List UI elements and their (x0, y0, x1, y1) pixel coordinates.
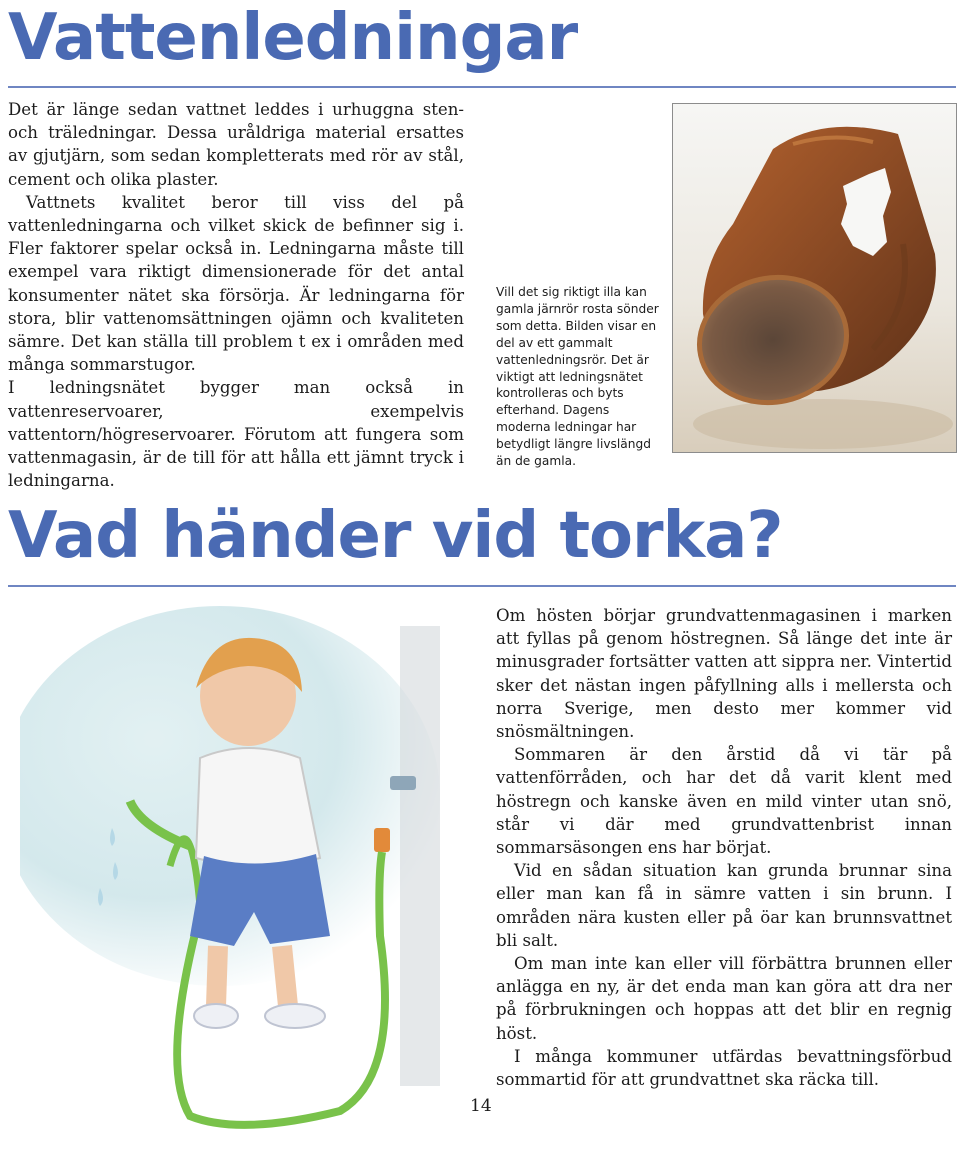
intro-paragraph-3: I ledningsnätet bygger man också in vattenreservoarer, exempelvis vattentorn/högreservoarer. Förutom att fungera som vattenmagasin, är de till för att hålla ett jämnt tryck i ledningarna. (8, 378, 464, 491)
drought-text-column (496, 604, 952, 1091)
intro-text-column (8, 98, 464, 492)
intro-paragraph-1: Det är länge sedan vattnet leddes i urhuggna sten- och träledningar. Dessa uråldriga material ersattes av gjutjärn, som sedan kompletterats med rör av stål, cement och olika plaster. (8, 100, 464, 189)
drought-paragraph-4: Om man inte kan eller vill förbättra brunnen eller anlägga en ny, är det enda man kan göra att dra ner på förbrukningen och hoppas att det blir en regnig höst. (496, 954, 952, 1043)
intro-paragraph-2: Vattnets kvalitet beror till viss del på vattenledningarna och vilket skick de befinner sig i. Fler faktorer spelar också in. Ledningarna måste till exempel vara riktigt dimensionerade för det antal konsumenter nätet ska försörja. Är ledningarna för stora, blir vattenomsättningen ojämn och kvaliteten sämre. Det kan ställa till problem t ex i områden med många sommarstugor. (8, 192, 464, 375)
boy-with-hose-illustration (20, 596, 470, 1136)
drought-paragraph-5: I många kommuner utfärdas bevattningsförbud sommartid för att grundvattnet ska räcka till. (496, 1046, 952, 1090)
drought-paragraph-1: Om hösten börjar grundvattenmagasinen i marken att fyllas på genom höstregnen. Så länge det inte är minusgrader fortsätter vatten att sippra ner. Vintertid sker det nästan ingen påfyllning alls i mellersta och norra Sverige, men desto mer kommer vid snösmältningen. (496, 606, 952, 742)
rusty-pipe-photo (672, 103, 957, 453)
drought-paragraph-3: Vid en sådan situation kan grunda brunnar sina eller man kan få in sämre vatten i sin brunn. I områden nära kusten eller på öar kan brunnsvattnet bli salt. (496, 861, 952, 950)
title-rule (8, 86, 956, 88)
section-title: Vad händer vid torka? (8, 499, 783, 573)
section-rule (8, 585, 956, 587)
page-title: Vattenledningar (8, 1, 578, 75)
page-number: 14 (470, 1096, 492, 1116)
drought-paragraph-2: Sommaren är den årstid då vi tär på vattenförråden, och har det då varit klent med höstregn och kanske även en mild vinter utan snö, står vi där med grundvattenbrist innan sommarsäsongen ens har börjat. (496, 745, 952, 858)
photo-caption: Vill det sig riktigt illa kan gamla järnrör rosta sönder som detta. Bilden visar en del av ett gammalt vattenledningsrör. Det är viktigt att ledningsnätet kontrolleras och byts efterhand. Dagens moderna ledningar har betydligt längre livslängd än de gamla. (496, 285, 659, 469)
